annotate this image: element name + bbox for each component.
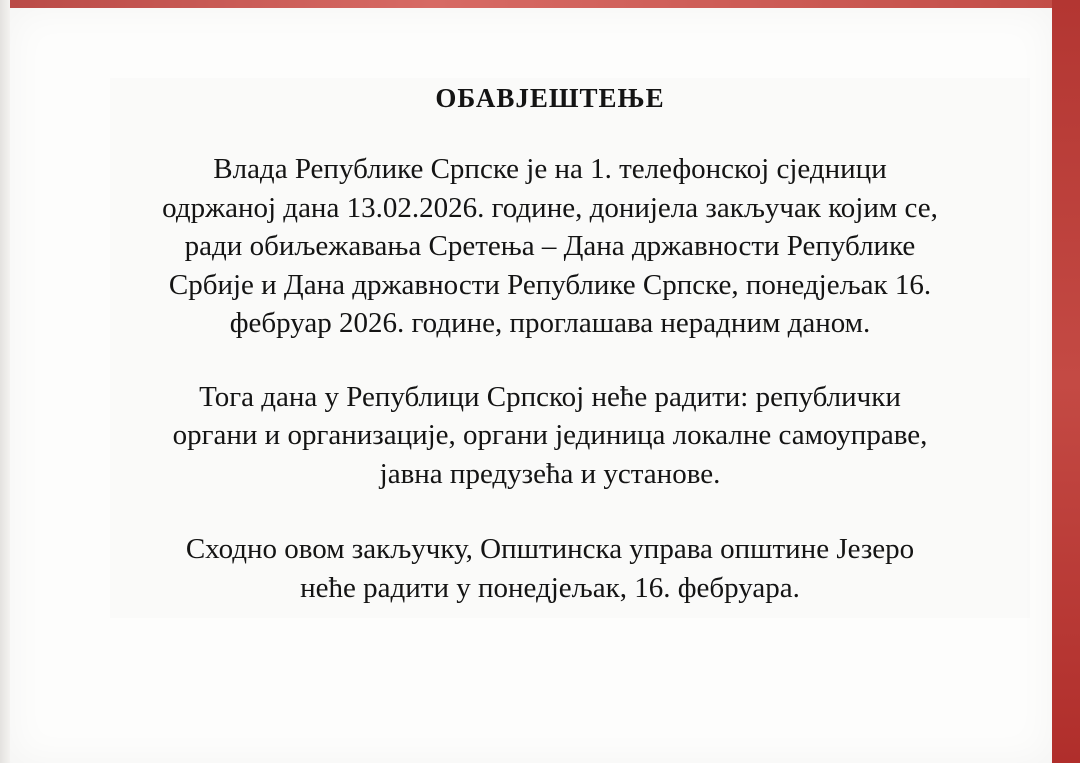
- text-line: Србије и Дана државности Републике Српске, понедјељак 16.: [168, 268, 932, 301]
- text-line: Тога дана у Републици Српској неће радити: републички: [199, 380, 901, 413]
- background-surface-left: [0, 0, 10, 763]
- text-line: одржаној дана 13.02.2026. године, донијела закључак којим се,: [162, 191, 938, 224]
- text-line: Влада Републике Српске је на 1. телефонској сједници: [213, 153, 887, 185]
- text-line: ради обиљежавања Сретења – Дана државности Републике: [184, 230, 916, 262]
- background-surface-top: [0, 0, 1080, 8]
- notice-title: ОБАВЈЕШТЕЊЕ: [435, 83, 665, 113]
- notice-content: [90, 76, 1010, 607]
- paragraph-affected-institutions: [90, 378, 1010, 494]
- text-line: Сходно овом закључку, Општинска управа општине Језеро: [185, 533, 915, 565]
- paragraph-government-decision: [90, 150, 1010, 343]
- paragraph-municipality-closure: [90, 530, 1010, 607]
- text-line: фебруар 2026. године, проглашава нерадним даном.: [229, 307, 871, 339]
- text-line: јавна предузећа и установе.: [379, 457, 721, 490]
- text-line: неће радити у понедјељак, 16. фебруара.: [300, 571, 800, 604]
- text-line: органи и организације, органи јединица локалне самоуправе,: [172, 419, 928, 451]
- background-surface-right: [1052, 0, 1080, 763]
